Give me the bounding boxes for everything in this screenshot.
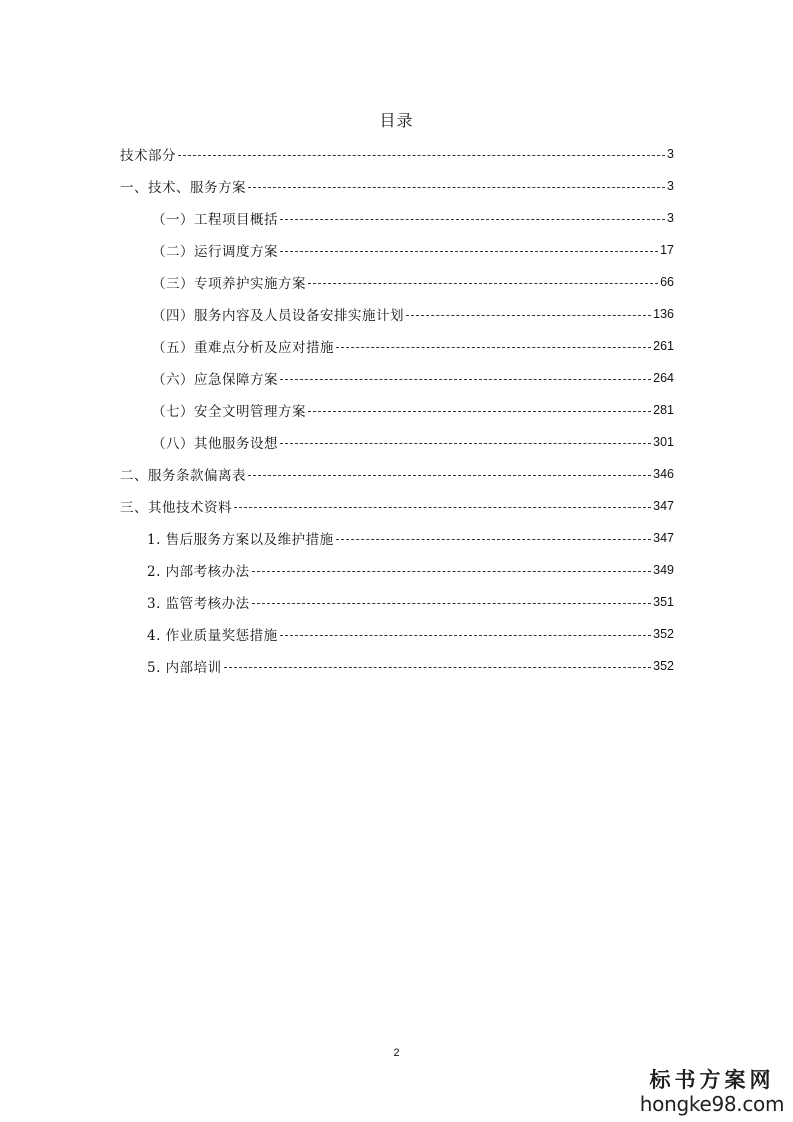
toc-entry-label: 2. 内部考核办法 (147, 564, 250, 580)
toc-leader (248, 187, 665, 188)
toc-entry-page: 347 (653, 499, 674, 513)
toc-leader (308, 283, 658, 284)
toc-leader (280, 251, 658, 252)
toc-leader (280, 635, 651, 636)
toc-entry-page: 346 (653, 467, 674, 481)
toc-leader (178, 155, 665, 156)
toc-entry[interactable] (120, 426, 674, 458)
toc-title: 目录 (379, 111, 414, 130)
toc-entry-page: 3 (667, 147, 674, 161)
page-number: 2 (393, 1047, 400, 1059)
toc-entry-label: 一、技术、服务方案 (120, 180, 246, 196)
toc-entry-label: （七）安全文明管理方案 (152, 404, 306, 420)
toc-entry-page: 3 (667, 211, 674, 225)
toc-entry-page: 264 (653, 371, 674, 385)
toc-entry[interactable] (120, 554, 674, 586)
toc-entry[interactable] (120, 618, 674, 650)
toc-entry-label: （二）运行调度方案 (152, 244, 278, 260)
toc-leader (280, 443, 651, 444)
toc-entry-page: 3 (667, 179, 674, 193)
toc-entry-label: 1. 售后服务方案以及维护措施 (147, 532, 334, 548)
toc-entry[interactable] (120, 202, 674, 234)
toc-list (120, 138, 674, 682)
toc-entry[interactable] (120, 330, 674, 362)
toc-leader (280, 219, 665, 220)
toc-leader (280, 379, 651, 380)
toc-entry[interactable] (120, 586, 674, 618)
toc-leader (234, 507, 651, 508)
toc-entry[interactable] (120, 298, 674, 330)
toc-entry[interactable] (120, 394, 674, 426)
toc-entry[interactable] (120, 458, 674, 490)
toc-entry[interactable] (120, 138, 674, 170)
toc-leader (406, 315, 651, 316)
toc-entry-page: 352 (653, 627, 674, 641)
toc-entry-label: 5. 内部培训 (147, 660, 222, 676)
toc-leader (248, 475, 651, 476)
toc-leader (224, 667, 651, 668)
toc-entry-label: （三）专项养护实施方案 (152, 276, 306, 292)
watermark-url: hongke98.com (639, 1092, 785, 1116)
toc-entry-page: 301 (653, 435, 674, 449)
toc-entry-page: 66 (660, 275, 674, 289)
toc-entry-label: 4. 作业质量奖惩措施 (147, 628, 278, 644)
toc-entry-page: 351 (653, 595, 674, 609)
toc-entry-label: 二、服务条款偏离表 (120, 468, 246, 484)
toc-entry-page: 352 (653, 659, 674, 673)
toc-entry-label: 技术部分 (120, 148, 176, 164)
toc-entry[interactable] (120, 170, 674, 202)
toc-entry-label: （六）应急保障方案 (152, 372, 278, 388)
toc-leader (336, 539, 651, 540)
toc-entry[interactable] (120, 362, 674, 394)
toc-entry-label: 3. 监管考核办法 (147, 596, 250, 612)
toc-entry-label: （四）服务内容及人员设备安排实施计划 (152, 308, 404, 324)
toc-leader (252, 571, 651, 572)
watermark-brand: 标书方案网 (649, 1067, 775, 1092)
toc-entry-page: 347 (653, 531, 674, 545)
toc-entry-page: 136 (653, 307, 674, 321)
watermark (636, 1068, 788, 1116)
toc-entry[interactable] (120, 234, 674, 266)
toc-entry-page: 17 (660, 243, 674, 257)
toc-entry-label: （一）工程项目概括 (152, 212, 278, 228)
toc-leader (252, 603, 651, 604)
toc-entry[interactable] (120, 522, 674, 554)
toc-entry-page: 281 (653, 403, 674, 417)
toc-entry-label: （五）重难点分析及应对措施 (152, 340, 334, 356)
toc-leader (336, 347, 651, 348)
toc-entry[interactable] (120, 650, 674, 682)
toc-entry-page: 349 (653, 563, 674, 577)
toc-entry-label: 三、其他技术资料 (120, 500, 232, 516)
toc-leader (308, 411, 651, 412)
toc-entry-page: 261 (653, 339, 674, 353)
toc-entry[interactable] (120, 490, 674, 522)
toc-entry-label: （八）其他服务设想 (152, 436, 278, 452)
toc-entry[interactable] (120, 266, 674, 298)
